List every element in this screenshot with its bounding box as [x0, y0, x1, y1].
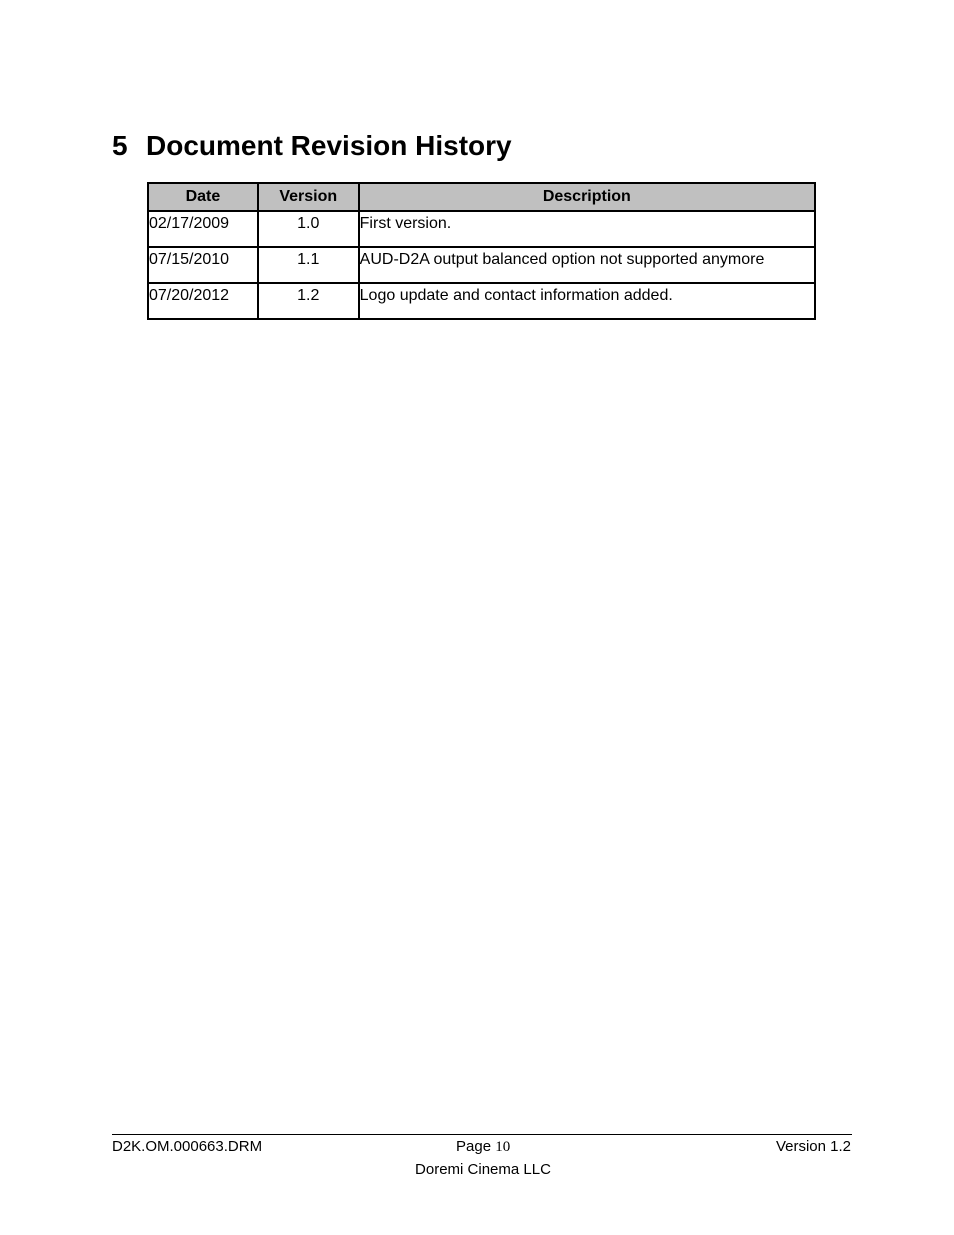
row-date: 07/15/2010 — [148, 247, 258, 283]
row-date: 07/20/2012 — [148, 283, 258, 319]
footer-version: Version 1.2 — [775, 1138, 851, 1155]
section-title: Document Revision History — [146, 130, 512, 161]
table-header-row — [148, 183, 815, 211]
row-description: First version. — [359, 211, 815, 247]
table-row — [148, 211, 815, 247]
row-description: Logo update and contact information added. — [359, 283, 815, 319]
footer-page — [456, 1138, 510, 1156]
row-version: 1.1 — [258, 247, 359, 283]
table-row — [148, 283, 815, 319]
header-date: Date — [148, 183, 258, 211]
row-version: 1.0 — [258, 211, 359, 247]
footer-page-number: 10 — [495, 1139, 511, 1155]
section-number: 5 — [112, 130, 128, 161]
table-row — [148, 247, 815, 283]
footer-doc-id: D2K.OM.000663.DRM — [112, 1138, 263, 1155]
header-version: Version — [258, 183, 359, 211]
footer-company: Doremi Cinema LLC — [415, 1161, 551, 1178]
row-date: 02/17/2009 — [148, 211, 258, 247]
revision-history-table — [147, 182, 816, 320]
footer-divider — [112, 1134, 852, 1135]
header-description: Description — [359, 183, 815, 211]
section-heading — [112, 128, 512, 164]
row-version: 1.2 — [258, 283, 359, 319]
row-description: AUD-D2A output balanced option not supported anymore — [359, 247, 815, 283]
footer-page-label: Page — [456, 1138, 492, 1155]
